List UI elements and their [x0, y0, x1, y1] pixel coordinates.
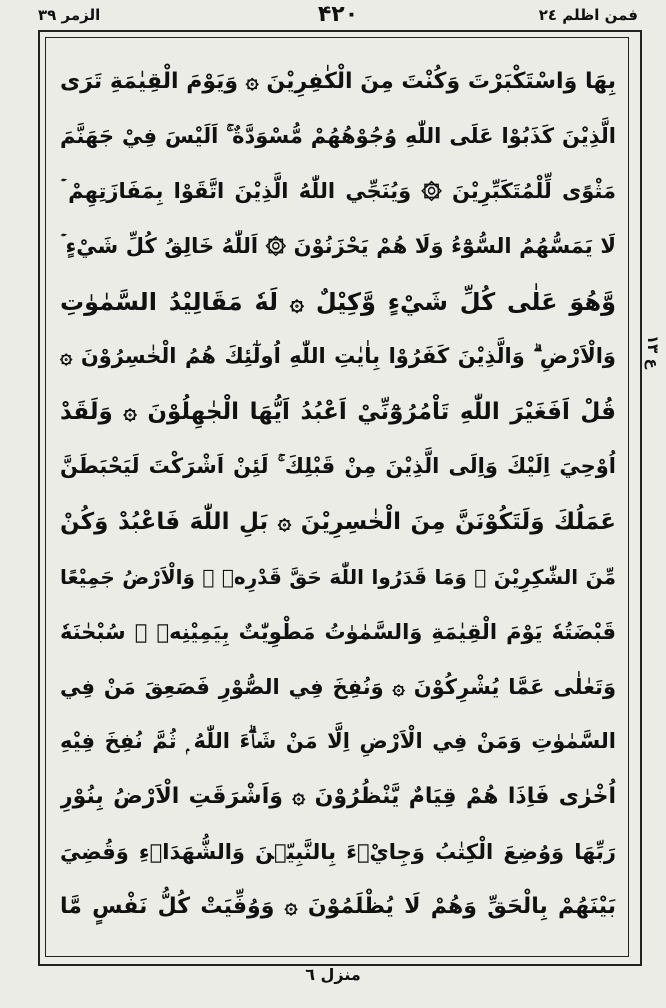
verse-block	[60, 54, 616, 934]
verse-line: اُخْرٰى فَاِذَا هُمْ قِيَامٌ يَّنْظُرُوْنَ ۞ وَاَشْرَقَتِ الْاَرْضُ بِنُوْرِ	[60, 784, 616, 809]
verse-line: وَتَعٰلٰى عَمَّا يُشْرِكُوْنَ ۞ وَنُفِخَ فِي الصُّوْرِ فَصَعِقَ مَنْ فِي	[60, 674, 616, 699]
page-number: ۴۲۰	[317, 2, 359, 27]
surah-name: الزمر ٣٩	[38, 6, 101, 24]
verse-line: قُلْ اَفَغَيْرَ اللّٰهِ تَاْمُرُوْٓنِّيْ اَعْبُدُ اَيُّهَا الْجٰهِلُوْنَ ۞ وَلَقَدْ	[60, 398, 616, 425]
verse-line: رَبِّهَا وَوُضِعَ الْكِتٰبُ وَجِايْۗءَ بِالنَّبِيّٖنَ وَالشُّهَدَاۗءِ وَقُضِيَ	[60, 839, 616, 864]
juz-name: فمن اظلم ٢٤	[538, 6, 638, 24]
page-header	[38, 2, 638, 32]
verse-line: وَّهُوَ عَلٰى كُلِّ شَيْءٍ وَّكِيْلٌ ۞ لَهٗ مَقَالِيْدُ السَّمٰوٰتِ	[60, 287, 616, 316]
manzil-footer: منزل ٦	[305, 965, 361, 984]
verse-line: السَّمٰوٰتِ وَمَنْ فِي الْاَرْضِ اِلَّا مَنْ شَاۗءَ اللّٰهُ ۭ ثُمَّ نُفِخَ فِيْهِ	[60, 729, 616, 753]
verse-line: بِهَا وَاسْتَكْبَرْتَ وَكُنْتَ مِنَ الْكٰفِرِيْنَ ۞ وَيَوْمَ الْقِيٰمَةِ تَرَى	[60, 69, 616, 94]
verse-line: عَمَلُكَ وَلَتَكُوْنَنَّ مِنَ الْخٰسِرِيْنَ ۞ بَلِ اللّٰهَ فَاعْبُدْ وَكُنْ	[60, 508, 616, 535]
ruku-marker: ع ١٣	[644, 335, 662, 369]
verse-line: قَبْضَتُهٗ يَوْمَ الْقِيٰمَةِ وَالسَّمٰوٰتُ مَطْوِيّٰتٌ بِيَمِيْنِهٖ ۭ سُبْحٰنَهٗ	[60, 619, 616, 644]
verse-line: وَالْاَرْضِ ۗ وَالَّذِيْنَ كَفَرُوْا بِاٰيٰتِ اللّٰهِ اُولٰٓئِكَ هُمُ الْخٰسِرُوْنَ ۞	[60, 344, 616, 368]
verse-line: مِّنَ الشّٰكِرِيْنَ ۞ وَمَا قَدَرُوا اللّٰهَ حَقَّ قَدْرِهٖ ۖ وَالْاَرْضُ جَمِيْعًا	[60, 564, 616, 589]
verse-line: مَثْوًى لِّلْمُتَكَبِّرِيْنَ ۞ وَيُنَجِّي اللّٰهُ الَّذِيْنَ اتَّقَوْا بِمَفَازَتِهِمْ ۡ	[60, 179, 616, 203]
verse-line: لَا يَمَسُّهُمُ السُّوْٓءُ وَلَا هُمْ يَحْزَنُوْنَ ۞ اَللّٰهُ خَالِقُ كُلِّ شَيْءٍ ۡ	[60, 234, 616, 258]
verse-line: الَّذِيْنَ كَذَبُوْا عَلَى اللّٰهِ وُجُوْهُهُمْ مُّسْوَدَّةٌ ۚ اَلَيْسَ فِيْ جَهَنَّمَ	[60, 124, 616, 148]
verse-line: اُوْحِيَ اِلَيْكَ وَاِلَى الَّذِيْنَ مِنْ قَبْلِكَ ۚ لَئِنْ اَشْرَكْتَ لَيَحْبَطَنَّ	[60, 454, 616, 478]
verse-line: بَيْنَهُمْ بِالْحَقِّ وَهُمْ لَا يُظْلَمُوْنَ ۞ وَوُفِّيَتْ كُلُّ نَفْسٍ مَّا	[60, 894, 616, 919]
